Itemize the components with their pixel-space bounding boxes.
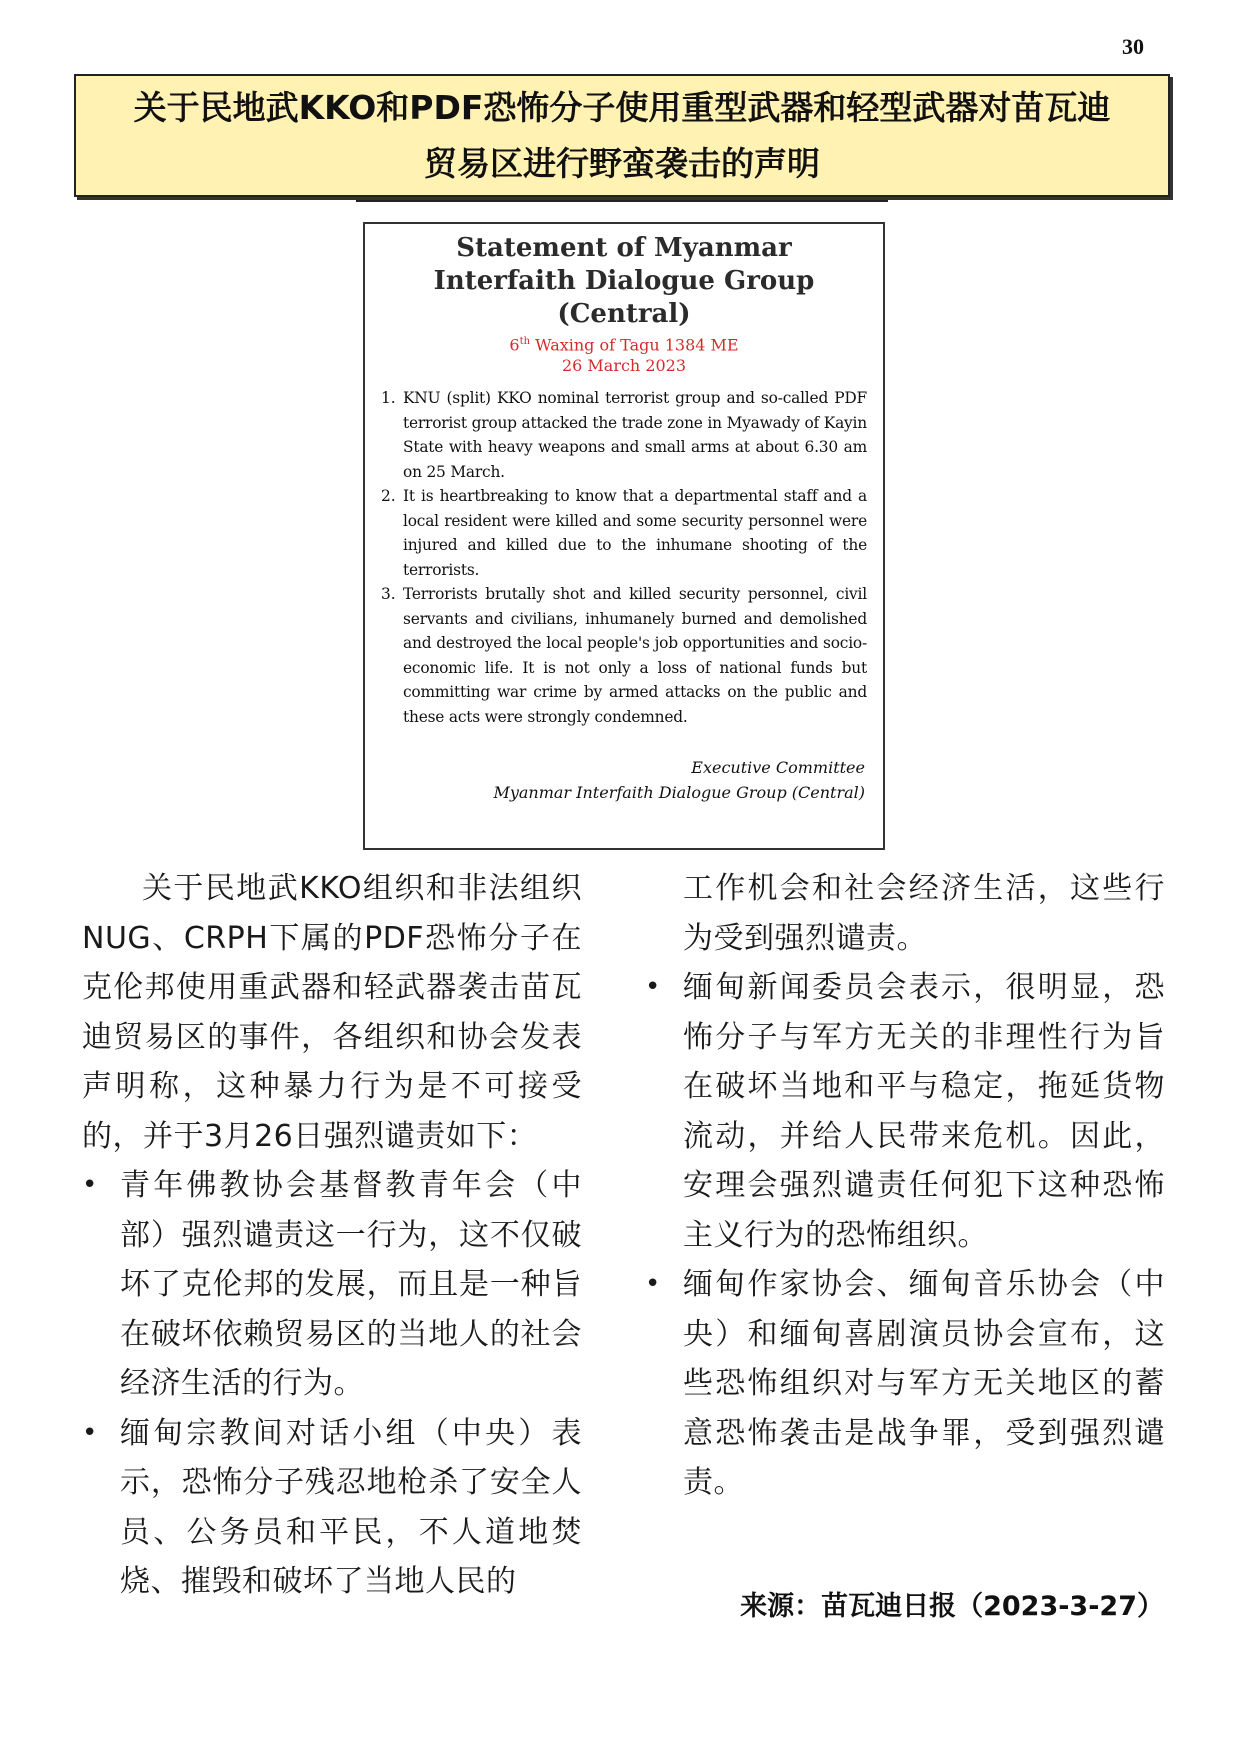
statement-date-ordinal: th [519, 336, 531, 347]
statement-items [381, 386, 867, 729]
statement-title-line-1: Statement of Myanmar [456, 233, 792, 263]
page-number: 30 [1122, 34, 1144, 59]
statement-item [381, 582, 867, 729]
right-bullet-list [645, 963, 1165, 1508]
right-text-column [645, 864, 1165, 1508]
statement-item-number: 1. [381, 389, 396, 408]
bullet-text: 缅甸新闻委员会表示，很明显，恐怖分子与军方无关的非理性行为旨在破坏当地和平与稳定，拖延货物流动，并给人民带来危机。因此，安理会强烈谴责任何犯下这种恐怖主义行为的恐怖组织。 [683, 970, 1165, 1253]
bullet-icon: • [82, 1170, 98, 1200]
statement-date-lunar-rest: Waxing of Tagu 1384 ME [530, 335, 739, 355]
bullet-item [82, 1409, 582, 1607]
statement-clipping [363, 222, 885, 850]
statement-date-day: 6 [509, 335, 520, 355]
bullet-item [645, 1260, 1165, 1508]
statement-item [381, 484, 867, 582]
bullet-icon: • [82, 1417, 98, 1448]
statement-item [381, 386, 867, 484]
statement-signature-committee: Executive Committee [691, 758, 865, 778]
article-title-box [74, 74, 1170, 197]
statement-item-text: KNU (split) KKO nominal terrorist group and so-called PDF terrorist group attacked the trade zone in Myawady of Kayin State with heavy weapons and small arms at about 6.30 am on 25 March. [403, 389, 867, 481]
source-citation: 来源：苗瓦迪日报（2023-3-27） [740, 1591, 1164, 1622]
statement-date-gregorian: 26 March 2023 [561, 356, 687, 376]
statement-title-line-2: Interfaith Dialogue Group [433, 266, 815, 296]
statement-item-text: It is heartbreaking to know that a departmental staff and a local resident were killed and some security personnel were injured and killed due to the inhumane shooting of the terrorists. [403, 487, 867, 579]
article-title-line-2: 贸易区进行野蛮袭击的声明 [424, 143, 820, 183]
statement-date-lunar [381, 331, 867, 355]
bullet-icon: • [645, 972, 661, 1002]
statement-item-number: 3. [381, 585, 396, 604]
left-text-column [82, 864, 582, 1607]
statement-title-line-3: (Central) [557, 299, 691, 329]
bullet-continuation: 工作机会和社会经济生活，这些行为受到强烈谴责。 [683, 871, 1165, 956]
statement-item-text: Terrorists brutally shot and killed security personnel, civil servants and civilians, inhumanely burned and demolished and destroyed the local people's job opportunities and socio-economic life. It is not only a loss of national funds but committing war crime by armed attacks on the public and these acts were strongly condemned. [403, 585, 867, 726]
statement-item-number: 2. [381, 487, 396, 506]
intro-paragraph: 关于民地武KKO组织和非法组织NUG、CRPH下属的PDF恐怖分子在克伦邦使用重武器和轻武器袭击苗瓦迪贸易区的事件，各组织和协会发表声明称，这种暴力行为是不可接受的，并于3月26日强烈谴责如下： [82, 871, 582, 1154]
article-title-line-1: 关于民地武KKO和PDF恐怖分子使用重型武器和轻型武器对苗瓦迪 [133, 87, 1111, 127]
bullet-icon: • [645, 1269, 661, 1299]
left-bullet-list [82, 1161, 582, 1607]
bullet-item [645, 963, 1165, 1260]
title-underline-rule [356, 200, 888, 202]
bullet-item [82, 1161, 582, 1409]
bullet-text: 缅甸宗教间对话小组（中央）表示，恐怖分子残忍地枪杀了安全人员、公务员和平民，不人道地焚烧、摧毁和破坏了当地人民的 [120, 1415, 582, 1599]
bullet-text: 青年佛教协会基督教青年会（中部）强烈谴责这一行为，这不仅破坏了克伦邦的发展，而且是一种旨在破坏依赖贸易区的当地人的社会经济生活的行为。 [120, 1168, 582, 1401]
bullet-text: 缅甸作家协会、缅甸音乐协会（中央）和缅甸喜剧演员协会宣布，这些恐怖组织对与军方无关地区的蓄意恐怖袭击是战争罪，受到强烈谴责。 [683, 1267, 1165, 1500]
statement-signature [381, 755, 867, 805]
statement-signature-group: Myanmar Interfaith Dialogue Group (Central) [493, 783, 865, 803]
